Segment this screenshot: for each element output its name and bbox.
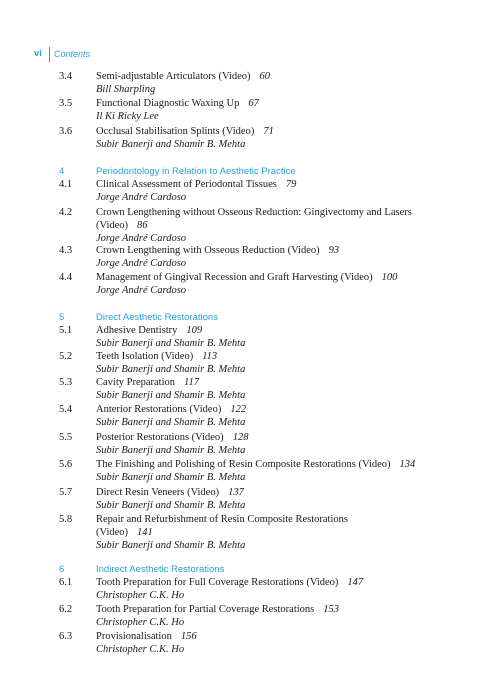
section-title <box>96 70 436 83</box>
page-reference: 137 <box>228 487 244 498</box>
page-reference: 147 <box>347 577 364 588</box>
title-text: Crown Lengthening without Osseous Reduction: Gingivectomy and Lasers <box>96 207 412 218</box>
section-number: 5.4 <box>59 404 73 415</box>
section-title <box>96 431 436 444</box>
page-reference: 100 <box>381 272 398 283</box>
title-text: Periodontology in Relation to Aesthetic Practice <box>96 166 296 177</box>
section-author: Subir Banerji and Shamir B. Mehta <box>96 417 246 428</box>
page-reference: 71 <box>263 126 274 137</box>
section-number: 5.5 <box>59 432 73 443</box>
section-number: 4.4 <box>59 272 73 283</box>
section-number: 5.1 <box>59 325 73 336</box>
title-text-continued: (Video) <box>96 220 129 231</box>
section-title <box>96 513 436 539</box>
title-text: Direct Aesthetic Restorations <box>96 312 218 323</box>
page-reference: 86 <box>137 220 148 231</box>
section-title <box>96 178 436 191</box>
section-number: 3.4 <box>59 71 73 82</box>
section-author: Subir Banerji and Shamir B. Mehta <box>96 472 246 483</box>
section-author: Subir Banerji and Shamir B. Mehta <box>96 445 246 456</box>
section-number: 4.3 <box>59 245 73 256</box>
title-text: Posterior Restorations (Video) <box>96 432 224 443</box>
section-number: 6 <box>59 564 65 575</box>
page-reference: 153 <box>323 604 339 615</box>
section-title <box>96 244 436 257</box>
title-text: Repair and Refurbishment of Resin Composite Restorations <box>96 514 348 525</box>
chapter-title <box>96 563 436 576</box>
title-text: Anterior Restorations (Video) <box>96 404 222 415</box>
section-author: Bill Sharpling <box>96 84 156 95</box>
section-title <box>96 486 436 499</box>
section-author: Jorge André Cardoso <box>96 285 187 296</box>
section-author: Subir Banerji and Shamir B. Mehta <box>96 338 246 349</box>
section-title <box>96 403 436 416</box>
chapter-title <box>96 311 436 324</box>
section-number: 5.6 <box>59 459 73 470</box>
title-text: Occlusal Stabilisation Splints (Video) <box>96 126 255 137</box>
section-number: 6.2 <box>59 604 73 615</box>
page-reference: 67 <box>248 98 259 109</box>
section-title <box>96 376 436 389</box>
section-author: Christopher C.K. Ho <box>96 617 185 628</box>
title-text: Crown Lengthening with Osseous Reduction (Video) <box>96 245 320 256</box>
title-text: Functional Diagnostic Waxing Up <box>96 98 240 109</box>
title-text: Teeth Isolation (Video) <box>96 351 194 362</box>
section-author: Jorge André Cardoso <box>96 233 187 244</box>
section-title <box>96 350 436 363</box>
page-reference: 134 <box>399 459 416 470</box>
section-number: 5 <box>59 312 65 323</box>
section-author: Christopher C.K. Ho <box>96 644 185 655</box>
section-number: 3.6 <box>59 126 73 137</box>
page-reference: 141 <box>137 527 153 538</box>
page-reference: 113 <box>202 351 218 362</box>
page-reference: 122 <box>230 404 247 415</box>
section-title <box>96 271 436 284</box>
section-number: 5.3 <box>59 377 73 388</box>
section-title <box>96 324 436 337</box>
section-author: Jorge André Cardoso <box>96 258 187 269</box>
title-text: Tooth Preparation for Full Coverage Restorations (Video) <box>96 577 339 588</box>
section-author: Jorge André Cardoso <box>96 192 187 203</box>
section-author: Subir Banerji and Shamir B. Mehta <box>96 364 246 375</box>
page-reference: 117 <box>184 377 200 388</box>
section-number: 4 <box>59 166 65 177</box>
section-author: Christopher C.K. Ho <box>96 590 185 601</box>
page-reference: 79 <box>285 179 297 190</box>
title-text-continued: (Video) <box>96 527 129 538</box>
section-title <box>96 576 436 589</box>
title-text: Adhesive Dentistry <box>96 325 178 336</box>
title-text: The Finishing and Polishing of Resin Composite Restorations (Video) <box>96 459 391 470</box>
section-number: 5.7 <box>59 487 73 498</box>
section-number: 5.8 <box>59 514 73 525</box>
title-text: Clinical Assessment of Periodontal Tissues <box>96 179 277 190</box>
section-number: 5.2 <box>59 351 73 362</box>
page-reference: 128 <box>232 432 249 443</box>
section-author: Subir Banerji and Shamir B. Mehta <box>96 500 246 511</box>
section-number: 3.5 <box>59 98 73 109</box>
section-title <box>96 206 436 232</box>
page-number: vi <box>34 48 42 59</box>
section-number: 4.2 <box>59 207 73 218</box>
section-title <box>96 458 436 471</box>
section-number: 4.1 <box>59 179 73 190</box>
section-author: Subir Banerji and Shamir B. Mehta <box>96 390 246 401</box>
title-text: Direct Resin Veneers (Video) <box>96 487 220 498</box>
title-text: Indirect Aesthetic Restorations <box>96 564 225 575</box>
section-title <box>96 630 436 643</box>
page-reference: 109 <box>186 325 203 336</box>
title-text: Provisionalisation <box>96 631 172 642</box>
title-text: Semi-adjustable Articulators (Video) <box>96 71 251 82</box>
page-reference: 60 <box>259 71 270 82</box>
section-author: Il Ki Ricky Lee <box>96 111 159 122</box>
title-text: Management of Gingival Recession and Graft Harvesting (Video) <box>96 272 373 283</box>
page-reference: 93 <box>328 245 340 256</box>
section-number: 6.3 <box>59 631 73 642</box>
page-reference: 156 <box>180 631 197 642</box>
running-title: Contents <box>54 49 91 59</box>
section-title <box>96 125 436 138</box>
section-number: 6.1 <box>59 577 73 588</box>
section-title <box>96 97 436 110</box>
title-text: Cavity Preparation <box>96 377 176 388</box>
section-title <box>96 603 436 616</box>
title-text: Tooth Preparation for Partial Coverage Restorations <box>96 604 315 615</box>
section-author: Subir Banerji and Shamir B. Mehta <box>96 540 246 551</box>
section-author: Subir Banerji and Shamir B. Mehta <box>96 139 246 150</box>
chapter-title <box>96 165 436 178</box>
